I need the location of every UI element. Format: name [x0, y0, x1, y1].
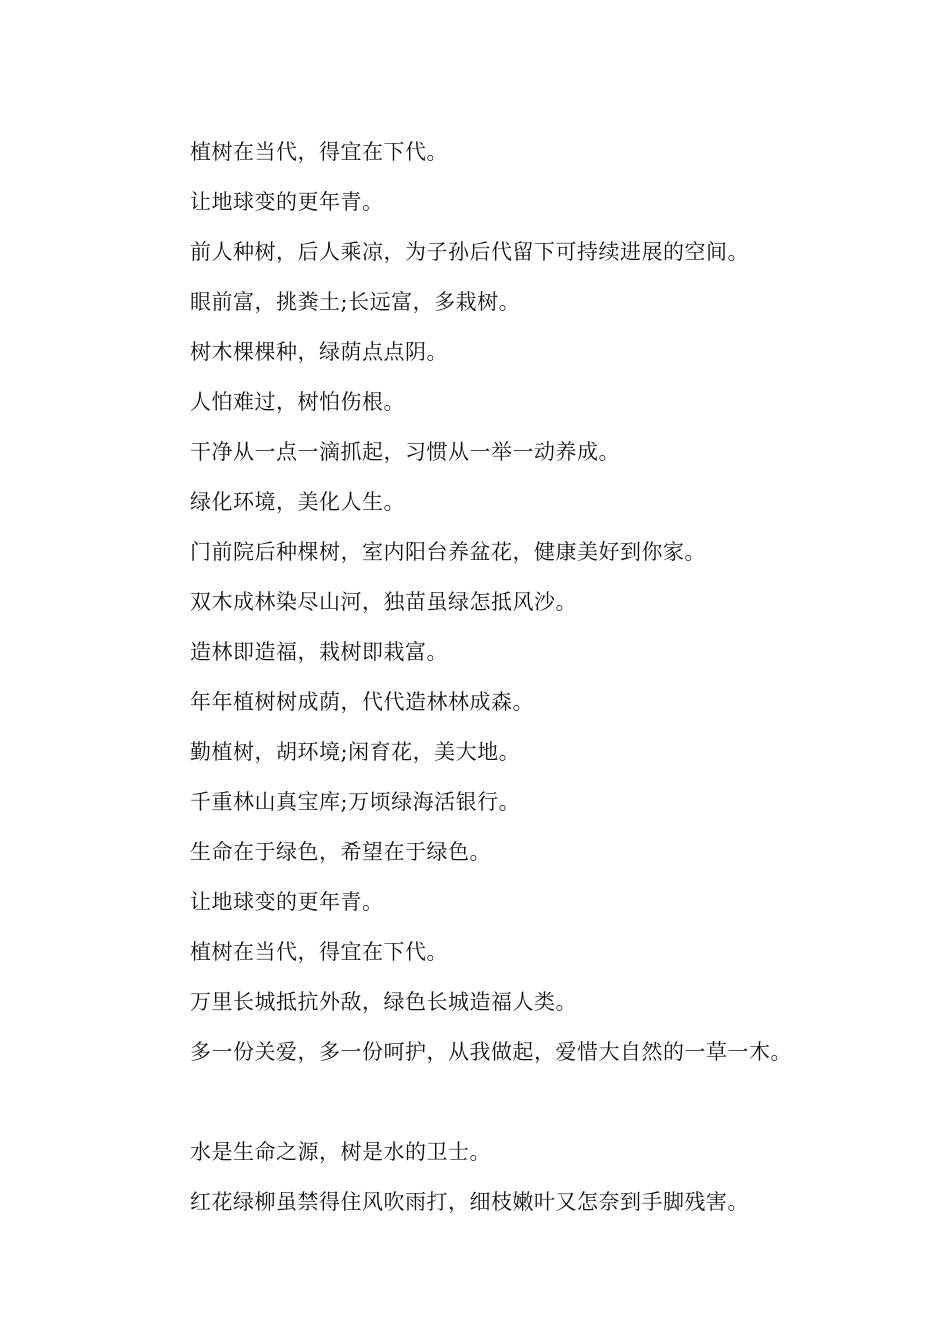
slogan-line-9: 门前院后种棵树，室内阳台养盆花，健康美好到你家。 — [190, 540, 706, 564]
slogan-line-4: 眼前富，挑粪土;长远富，多栽树。 — [190, 290, 521, 314]
slogan-list — [190, 134, 890, 1234]
slogan-line-8: 绿化环境，美化人生。 — [190, 490, 405, 514]
slogan-line-11: 造林即造福，栽树即栽富。 — [190, 640, 448, 664]
slogan-line-15: 生命在于绿色，希望在于绿色。 — [190, 840, 491, 864]
slogan-line-16: 让地球变的更年青。 — [190, 890, 384, 914]
slogan-line-17: 植树在当代，得宜在下代。 — [190, 940, 448, 964]
slogan-line-10: 双木成林染尽山河，独苗虽绿怎抵风沙。 — [190, 590, 577, 614]
slogan-line-20: 水是生命之源，树是水的卫士。 — [190, 1140, 491, 1164]
slogan-line-7: 干净从一点一滴抓起，习惯从一举一动养成。 — [190, 440, 620, 464]
slogan-line-6: 人怕难过，树怕伤根。 — [190, 390, 405, 414]
slogan-line-14: 千重林山真宝库;万顷绿海活银行。 — [190, 790, 521, 814]
slogan-line-2: 让地球变的更年青。 — [190, 190, 384, 214]
slogan-line-3: 前人种树，后人乘凉，为子孙后代留下可持续进展的空间。 — [190, 240, 749, 264]
slogan-line-12: 年年植树树成荫，代代造林林成森。 — [190, 690, 534, 714]
slogan-line-21: 红花绿柳虽禁得住风吹雨打，细枝嫩叶又怎奈到手脚残害。 — [190, 1190, 749, 1214]
slogan-line-13: 勤植树，胡环境;闲育花，美大地。 — [190, 740, 521, 764]
slogan-line-1: 植树在当代，得宜在下代。 — [190, 140, 448, 164]
slogan-line-5: 树木棵棵种，绿荫点点阴。 — [190, 340, 448, 364]
slogan-line-18: 万里长城抵抗外敌，绿色长城造福人类。 — [190, 990, 577, 1014]
slogan-line-19: 多一份关爱，多一份呵护，从我做起，爱惜大自然的一草一木。 — [190, 1040, 792, 1064]
